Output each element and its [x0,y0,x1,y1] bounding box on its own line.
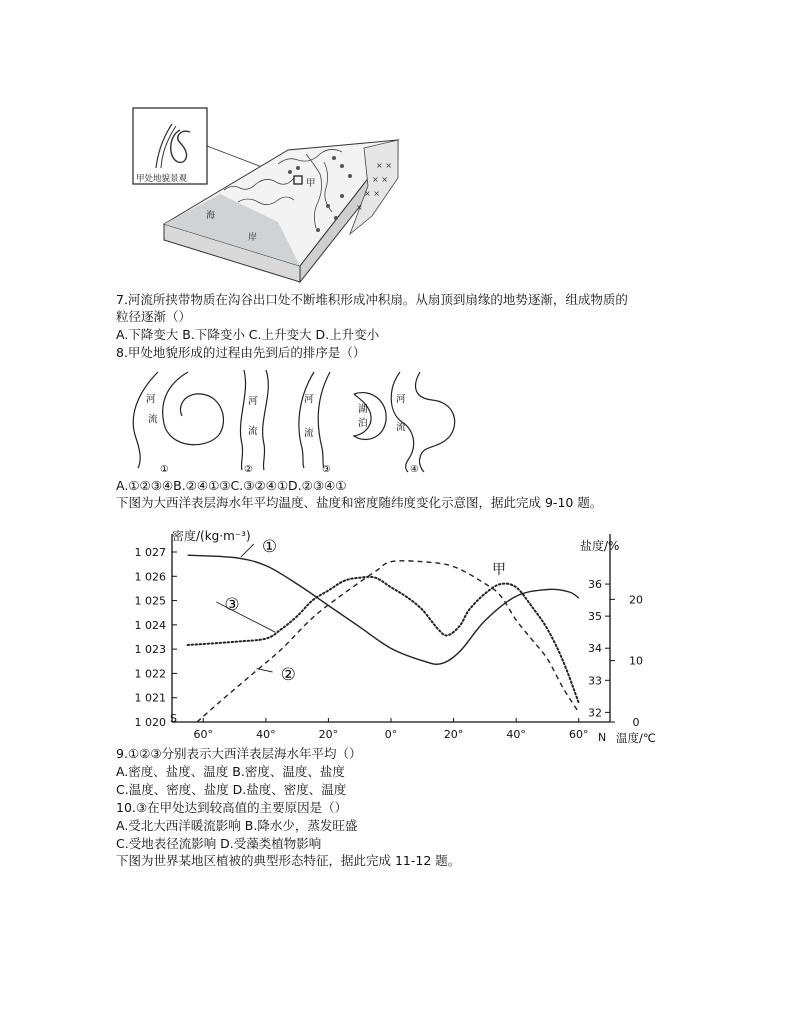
panel2-river-bank-right [263,370,269,470]
left-tick-label: 1 023 [134,643,166,657]
q10-options-line1: A.受北大西洋暖流影响 B.降水少，蒸发旺盛 [116,818,358,833]
salinity-tick-label: 32 [588,706,602,720]
panel3-number: ③ [322,464,331,475]
q7-stem-line2: 粒径逐渐（） [116,309,192,324]
q9-stem: 9.①②③分别表示大西洋表层海水年平均（） [116,746,362,761]
left-tick-label: 1 022 [134,667,166,681]
q7-options: A.下降变大 B.下降变小 C.上升变大 D.上升变小 [116,327,380,342]
x-tick-label: 20° [318,728,339,741]
inset-label: 甲处地貌景观 [136,174,188,184]
svg-text:× ×: × × [364,189,380,198]
panel4-number: ④ [410,464,419,475]
x-tick-label: 40° [506,728,526,741]
panel3-label-bo: 泊 [358,418,368,429]
sea-label-2: 岸 [248,233,258,243]
panel1-number: ① [160,464,169,475]
temperature-tick-label: 10 [629,654,643,668]
x-end-label: N [598,731,607,744]
x-tick-label: 20° [443,728,464,741]
x-tick-label: 0° [384,728,398,741]
panel2-number: ② [244,464,253,475]
panel4-river-bank-right [416,372,455,472]
panel1-label-liu: 流 [148,414,158,425]
inset-box [133,108,207,184]
salinity-tick-label: 34 [588,642,602,656]
annotation-jia: 甲 [492,562,506,578]
panel4-label-liu: 流 [396,422,406,433]
x-tick-label: 60° [193,728,214,741]
sea-label-1: 海 [206,211,216,221]
river-panels-figure [118,364,478,476]
panel3-oxbow-lake [354,393,386,440]
q7-stem-line1: 7.河流所挟带物质在沟谷出口处不断堆积形成冲积扇。从扇顶到扇缘的地势逐渐，组成物质的 [116,292,628,307]
temperature-axis-title: 温度/℃ [616,731,656,745]
series-callout-leader [241,544,254,557]
salinity-tick-label: 33 [588,674,602,688]
alluvial-fan-figure [128,106,404,286]
series-salinity-line [188,577,579,703]
svg-text:× ×: × × [372,175,388,184]
panel2-label-liu: 流 [248,426,258,437]
left-tick-label: 1 027 [134,546,166,559]
panel3-river-bank-left [299,372,314,468]
temperature-tick-label: 20 [629,593,643,607]
panel3-label-liu: 流 [304,428,314,439]
q10-options-line2: C.受地表径流影响 D.受藻类植物影响 [116,836,322,851]
q8-options: A.①②③④B.②④①③C.③②④①D.②③④① [116,478,347,493]
series-callout-label: ① [261,537,278,557]
series-callout-label: ② [280,665,296,685]
left-tick-label: 1 024 [134,618,166,632]
panel1-label-he: 河 [146,394,156,405]
panel2-river-bank-left [240,370,245,470]
panel3-river-bank-right [318,372,330,468]
intro-9-10: 下图为大西洋表层海水年平均温度、盐度和密度随纬度变化示意图，据此完成 9-10 题。 [116,495,603,510]
salinity-tick-label: 36 [588,578,602,592]
panel4-label-he: 河 [396,394,406,405]
salinity-tick-label: 35 [588,610,602,624]
q9-options-line2: C.温度、密度、盐度 D.盐度、密度、温度 [116,782,347,797]
panel3-label-hu: 湖 [358,404,368,415]
panel2-label-he: 河 [248,396,258,407]
series-temperature-line [188,555,579,664]
panel3-label-he: 河 [304,394,314,405]
x-tick-label: 40° [256,728,276,741]
svg-text:× ×: × × [376,161,392,170]
q10-stem: 10.③在甲处达到较高值的主要原因是（） [116,800,348,815]
series-density-line [197,561,579,722]
x-start-label: S [170,712,177,725]
left-tick-label: 1 021 [134,691,166,705]
atlantic-profile-chart [124,524,670,750]
temperature-tick-label: 0 [632,716,640,729]
x-tick-label: 60° [568,728,589,741]
left-tick-label: 1 020 [134,716,166,729]
left-tick-label: 1 025 [134,594,166,608]
left-tick-label: 1 026 [134,570,166,584]
left-axis-title: 密度/(kg·m⁻³) [172,529,251,543]
q8-stem: 8.甲处地貌形成的过程由先到后的排序是（） [116,345,366,360]
salinity-axis-title: 盐度/% [580,539,620,553]
svg-text:×: × [356,203,363,212]
series-callout-label: ③ [224,595,240,615]
q9-options-line1: A.密度、盐度、温度 B.密度、温度、盐度 [116,764,345,779]
series-callout-leader [256,669,272,672]
intro-11-12: 下图为世界某地区植被的典型形态特征，据此完成 11-12 题。 [116,853,461,868]
location-jia-label: 甲 [306,178,316,189]
panel1-river-bank-right [163,372,224,445]
